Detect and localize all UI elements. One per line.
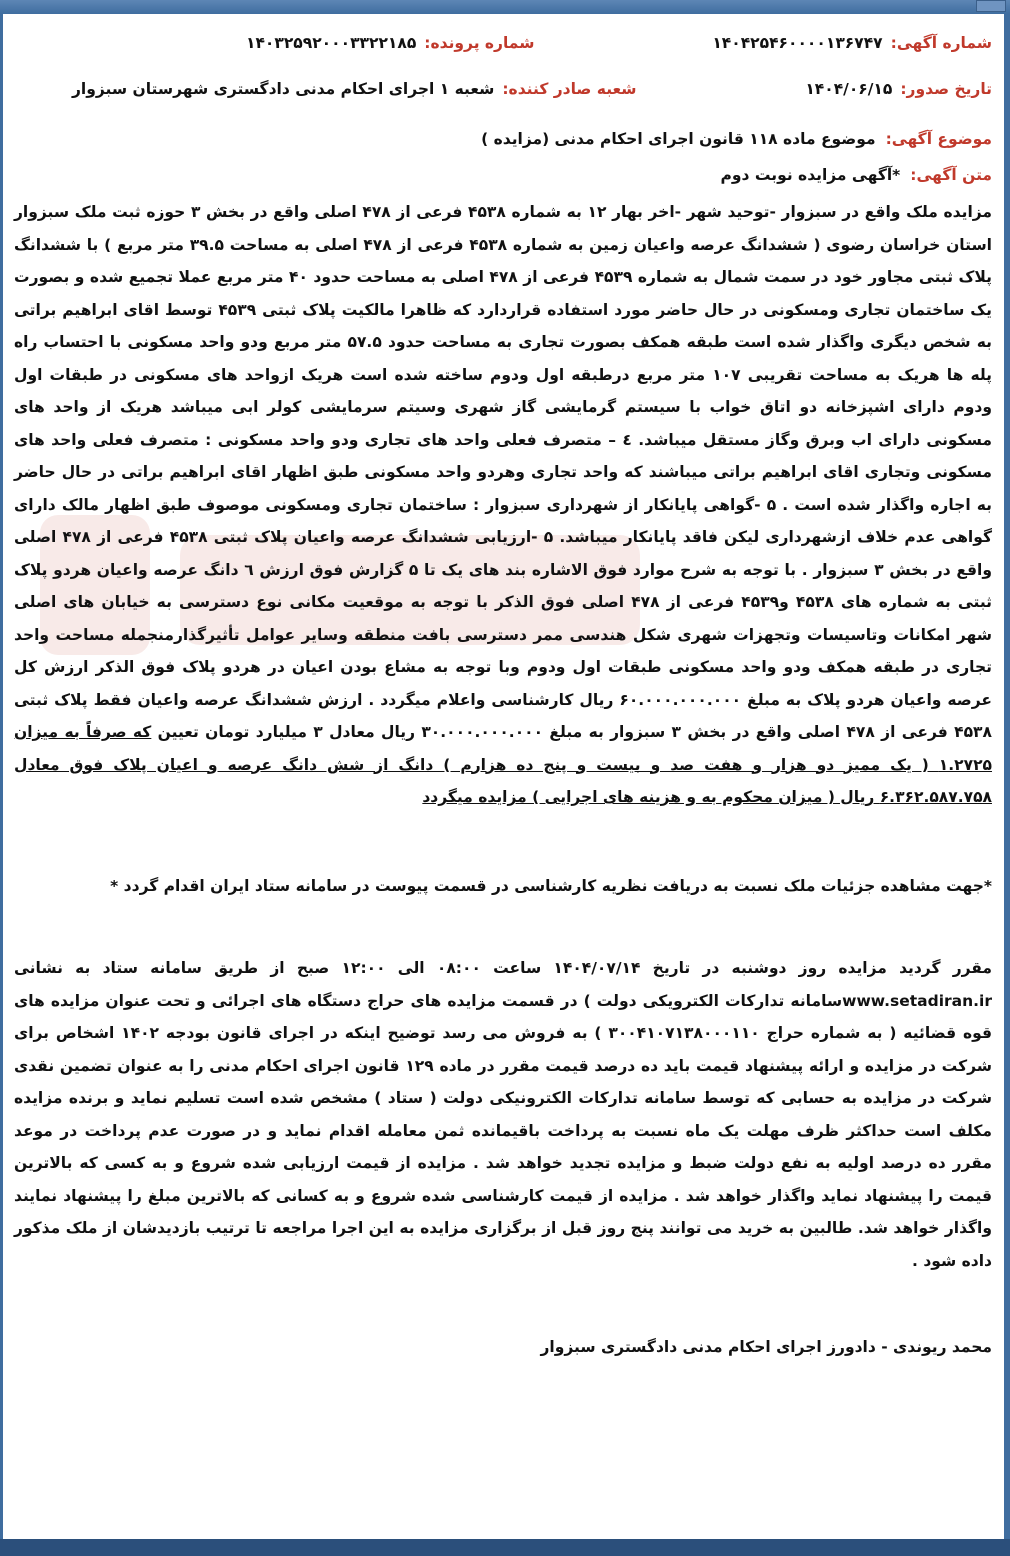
issuing-branch-label: شعبه صادر کننده:	[502, 80, 637, 98]
window-border-right	[1004, 14, 1010, 1539]
issue-date-label: تاریخ صدور:	[900, 80, 992, 98]
paragraph-expert-opinion-note	[14, 870, 992, 903]
issuing-branch	[72, 80, 637, 98]
notice-body	[14, 196, 992, 1364]
issue-date	[805, 80, 992, 98]
expert-opinion-note-text: *جهت مشاهده جزئیات ملک نسبت به دریافت نظریه کارشناسی در قسمت پیوست در سامانه ستاد ایران اقدام گردد *	[110, 876, 992, 895]
notice-subject	[14, 130, 992, 148]
header-row-numbers	[14, 34, 992, 62]
notice-number-value: ۱۴۰۴۲۵۴۶۰۰۰۰۱۳۶۷۴۷	[712, 34, 883, 52]
subject-value: موضوع ماده ۱۱۸ قانون اجرای احکام مدنی (مزایده )	[481, 130, 876, 148]
issuing-branch-value: شعبه ۱ اجرای احکام مدنی دادگستری شهرستان سبزوار	[72, 80, 495, 98]
file-number-label: شماره پرونده:	[424, 34, 535, 52]
paragraph-property-description	[14, 196, 992, 814]
signature-text: محمد ریوندی - دادورز اجرای احکام مدنی دادگستری سبزوار	[540, 1338, 992, 1356]
subject-label: موضوع آگهی:	[885, 130, 992, 148]
property-description-text: مزایده ملک واقع در سبزوار -توحید شهر -اخر بهار ۱۲ به شماره ۴۵۳۸ فرعی از ۴۷۸ اصلی واقع در بخش ۳ حوزه ثبت ملک سبزوار استان خراسان رضوی ( ششدانگ عرصه واعیان زمین به شماره ۴۵۳۸ فرعی از ۴۷۸ اصلی به مساحت ۳۹.۵ متر مربع ) با ششدانگ پلاک ثبتی مجاور خود در سمت شمال به شماره ۴۵۳۹ فرعی از ۴۷۸ اصلی به مساحت حدود ۴۰ متر مربع عملا تجمیع شده و بصورت یک ساختمان تجاری ومسکونی در حال حاضر مورد استفاده قراردارد که ظاهرا مالکیت پلاک ثبتی ۴۵۳۹ توسط اقای ابراهیم براتی به شخص دیگری واگذار شده است طبقه همکف بصورت تجاری به مساحت حدود ۵۷.۵ متر مربع ودو واحد مسکونی با احتساب راه پله ها هریک به مساحت تقریبی ۱۰۷ متر مربع درطبقه اول ودوم ساخته شده است هریک ازواحد های مسکونی در طبقات اول ودوم دارای اشپزخانه دو اتاق خواب با سیستم گرمایشی گاز شهری وسیتم سرمایشی کولر ابی میباشد هریک از واحد های مسکونی دارای اب وبرق وگاز مستقل میباشد. ٤ – متصرف فعلی واحد های تجاری ودو واحد مسکونی : متصرف فعلی واحد های مسکونی وتجاری اقای ابراهیم براتی میباشند که واحد تجاری وهردو واحد مسکونی طبق اظهار اقای ابراهیم براتی در حال حاضر به اجاره واگذار شده است . ۵ -گواهی پایانکار از شهرداری سبزوار : ساختمان تجاری ومسکونی موصوف طبق اظهار مالک دارای گواهی عدم خلاف ازشهرداری لیکن فاقد پایانکار میباشد. ۵ -ارزیابی ششدانگ عرصه واعیان پلاک ثبتی ۴۵۳۸ فرعی از ۴۷۸ اصلی واقع در بخش ۳ سبزوار . با توجه به شرح موارد فوق الاشاره بند های یک تا ۵ گزارش فوق ارزش ٦ دانگ عرصه واعیان هردو پلاک ثبتی به شماره های ۴۵۳۸ و۴۵۳۹ فرعی از ۴۷۸ اصلی فوق الذکر با توجه به موقعیت مکانی نوع دسترسی به خیابان های اصلی شهر امکانات وتاسیسات وتجهزات شهری شکل هندسی ممر دسترسی بافت منطقه وسایر عوامل تأثیرگذارمنجمله مساحت واحد تجاری در طبقه همکف ودو واحد مسکونی طبقات اول ودوم وبا توجه به مشاع بودن اعیان در هردو پلاک فوق الذکر ارزش کل عرصه واعیان هردو پلاک به مبلغ ۶۰.۰۰۰.۰۰۰.۰۰۰ ریال کارشناسی واعلام میگردد . ارزش ششدانگ عرصه واعیان فقط پلاک ثبتی ۴۵۳۸ فرعی از ۴۷۸ اصلی واقع در بخش ۳ سبزوار به مبلغ ۳۰.۰۰۰.۰۰۰.۰۰۰ ریال معادل ۳ میلیارد تومان تعیین	[14, 203, 993, 741]
window-title-bar	[0, 0, 1010, 14]
notice-document	[14, 34, 992, 1364]
notice-text-heading	[14, 166, 992, 184]
header-row-date-branch	[14, 80, 992, 108]
issue-date-value: ۱۴۰۴/۰۶/۱۵	[805, 80, 893, 98]
file-number-value: ۱۴۰۳۲۵۹۲۰۰۰۳۳۲۲۱۸۵	[246, 34, 417, 52]
notice-number	[712, 34, 992, 52]
auction-terms-text: مقرر گردید مزایده روز دوشنبه در تاریخ ۱۴۰۴/۰۷/۱۴ ساعت ۰۸:۰۰ الی ۱۲:۰۰ صبح از طریق سامانه ستاد به نشانی www.setadiran.irسامانه تدارکات الکترویکی دولت ) در قسمت مزایده های حراج دستگاه های اجرائی و تحت عنوان مزایده های قوه قضائیه ( به شماره حراج ۳۰۰۴۱۰۷۱۳۸۰۰۰۱۱۰ ) به فروش می رسد توضیح اینکه در اجرای قانون بودجه ۱۴۰۲ اشخاص برای شرکت در مزایده و ارائه پیشنهاد قیمت باید ده درصد قیمت مقرر در ماده ۱۲۹ قانون اجرای احکام مدنی را به عنوان تضمین نقدی شرکت در مزایده به حسابی که توسط سامانه تدارکات الکترونیکی دولت ( ستاد ) مشخص شده است تسلیم نماید و برنده مزایده مکلف است حداکثر ظرف مهلت یک ماه نسبت به پرداخت باقیمانده ثمن معامله اقدام نماید و در صورت عدم پرداخت در موعد مقرر ده درصد اولیه به نفع دولت ضبط و مزایده تجدید خواهد شد . مزایده از قیمت ارزیابی شده شروع و به کسی که بالاترین قیمت را پیشنهاد نماید واگذار خواهد شد . مزایده از قیمت کارشناسی شده شروع و به کسانی که بالاترین مبلغ را پیشنهاد نمایند واگذار خواهد شد. طالبین به خرید می توانند پنج روز قبل از برگزاری مزایده به این اجرا مراجعه تا ترتیب بازدیدشان از ملک مذکور داده شود .	[14, 959, 993, 1270]
file-number	[246, 34, 534, 52]
window-control-button[interactable]	[976, 0, 1006, 12]
auction-share-underlined: که صرفاً به میزان ۱.۲۷۲۵ ( یک ممیز دو هزار و هفت صد و بیست و پنج ده هزارم ) دانگ از شش دانگ عرصه و اعیان پلاک فوق معادل ۶.۳۶۲.۵۸۷.۷۵۸ ریال ( میزان محکوم به و هزینه های اجرایی ) مزایده میگردد	[14, 723, 992, 806]
notice-text-label: متن آگهی:	[910, 166, 992, 184]
signature	[14, 1331, 992, 1364]
window-border-bottom	[0, 1539, 1010, 1556]
paragraph-auction-terms	[14, 952, 992, 1277]
notice-number-label: شماره آگهی:	[890, 34, 992, 52]
window-border-left	[0, 14, 3, 1539]
notice-text-title: *آگهی مزایده نوبت دوم	[720, 166, 901, 184]
